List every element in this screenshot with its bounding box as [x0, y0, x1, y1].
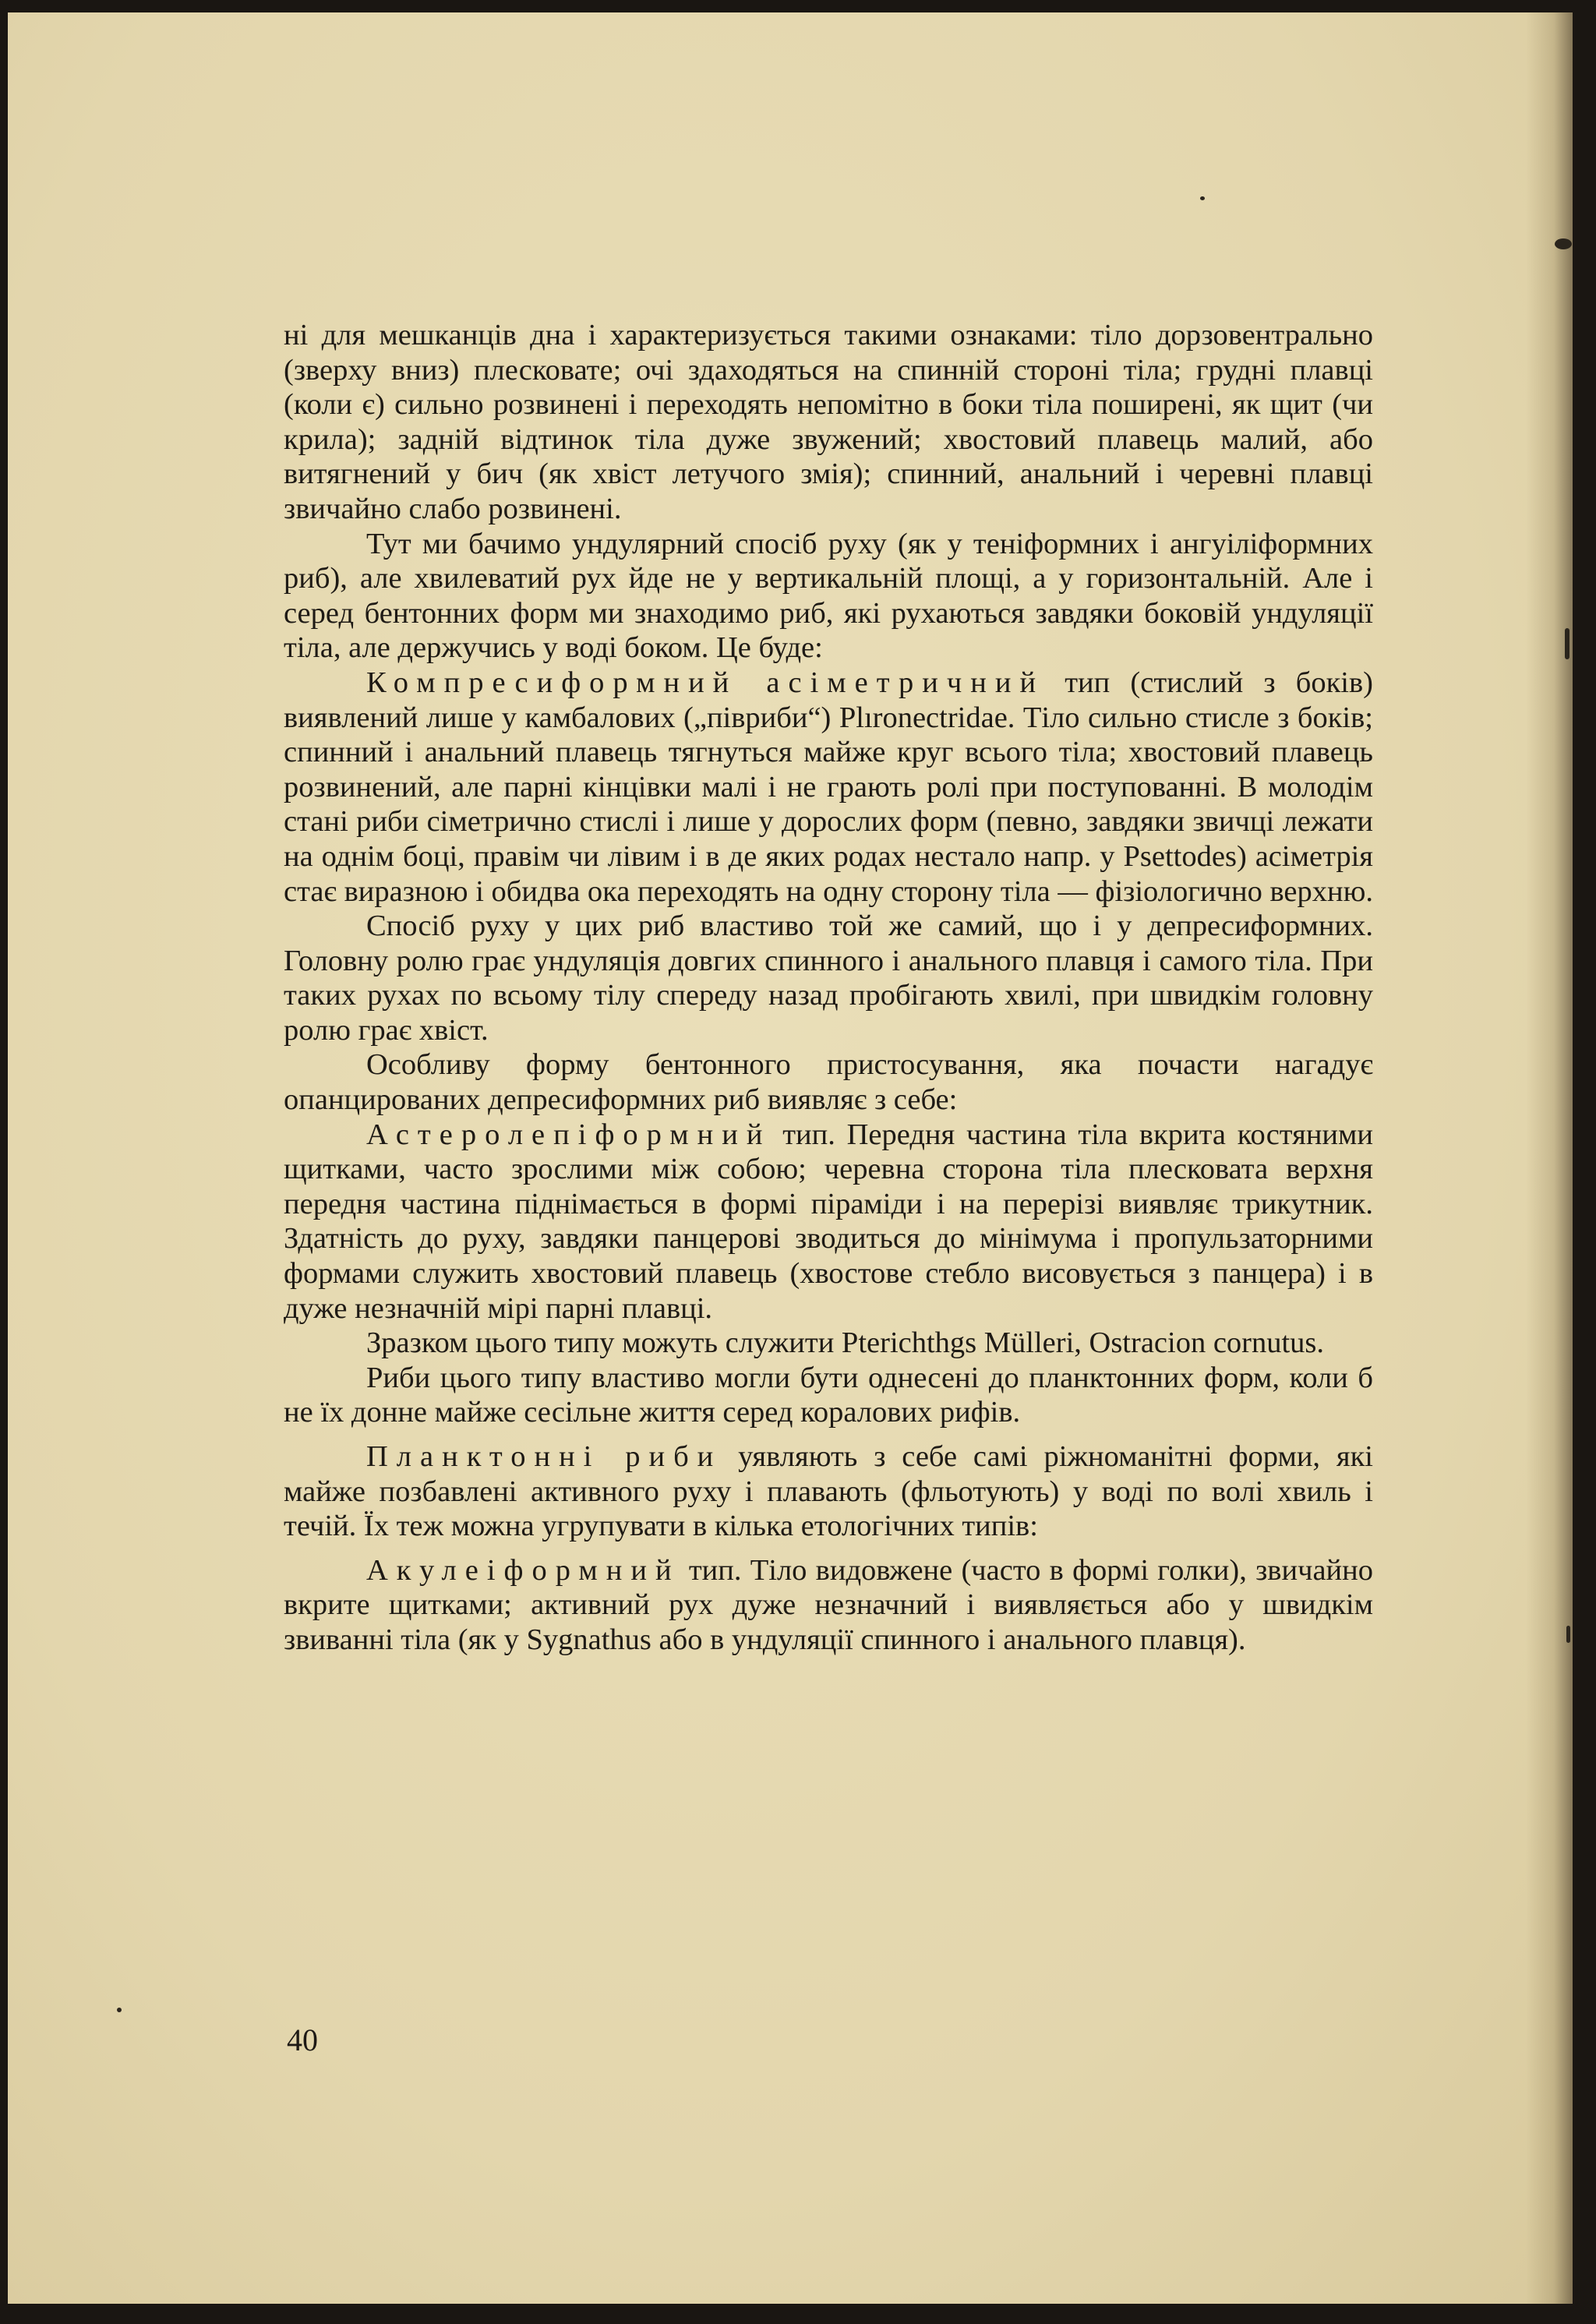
paragraph-4-text: Спосіб руху у цих риб властиво той же самий, що і у депресиформних. Головну ролю грає ундуляція довгих спинного і анального плавця і самого тіла. При таких рухах по всьому тілу спереду назад пробігають хвилі, при швидкім головну ролю грає хвіст.	[284, 909, 1373, 1047]
page-edge-shadow	[1526, 12, 1573, 2304]
book-page	[8, 12, 1573, 2304]
page-number: 40	[287, 2022, 318, 2057]
paragraph-2	[284, 527, 1373, 666]
ink-speck	[1555, 238, 1572, 249]
paragraph-2-text: Тут ми бачимо ундулярний спосіб руху (як у теніформних і ангуіліформних риб), але хвилеватий рух йде не у вертикальній площі, а у горизонтальній. Але і серед бентонних форм ми знаходимо риб, які рухаються завдяки боковій ундуляції тіла, але держучись у воді боком. Це буде:	[284, 527, 1373, 665]
term-aculeiform: Акулеіформний	[366, 1553, 680, 1587]
paragraph-3-text: тип (стислий з боків) виявлений лише у камбалових („півриби“) Plıronectridae. Тіло сильно стисле з боків; спинний і анальний плавець тягнуться майже круг всього тіла; хвостовий плавець розвинений, але парні кінцівки малі і не грають ролі при поступованні. В молодім стані риби сіметрично стислі і лише у дорослих форм (певно, завдяки звичці лежати на однім боці, правім чи лівим і в де яких родах нестало напр. у Psettodes) асіметрія стає виразною і обидва ока переходять на одну сторону тіла — фізіологично верхню.	[284, 666, 1374, 908]
paragraph-5-text: Особливу форму бентонного пристосування, яка почасти нагадує опанцированих депресиформних риб виявляє з себе:	[284, 1048, 1373, 1117]
paragraph-4	[284, 909, 1373, 1047]
paragraph-8-text: Риби цього типу властиво могли бути однесені до планктонних форм, коли б не їх донне майже сесільне життя серед коралових рифів.	[284, 1361, 1373, 1429]
paragraph-1	[284, 318, 1373, 527]
term-compressiform: Компресиформний асіметричний	[366, 666, 1045, 699]
ink-speck	[1565, 628, 1570, 659]
paragraph-10	[284, 1553, 1373, 1658]
paragraph-6-text: тип. Передня частина тіла вкрита костяними щитками, часто зрослими між собою; черевна сторона тіла плесковата верхня передня частина піднімається в формі піраміди і на перерізі виявляє трикутник. Здатність до руху, завдяки панцерові зводиться до мінімума і пропульзаторними формами служить хвостовий плавець (хвостове стебло висовується з панцера) і в дуже незначній мірі парні плавці.	[284, 1118, 1373, 1325]
ink-speck	[117, 2008, 122, 2012]
paragraph-5	[284, 1047, 1373, 1117]
body-text	[284, 318, 1373, 1658]
paragraph-3	[284, 666, 1373, 909]
paragraph-8	[284, 1361, 1373, 1430]
ink-speck	[1200, 196, 1205, 200]
term-planktonic-fish: Планктонні риби	[366, 1440, 722, 1473]
term-asterolepiform: Астеролепіформний	[366, 1118, 772, 1151]
paragraph-1-text: ні для мешканців дна і характеризується такими ознаками: тіло дорзовентрально (зверху вниз) плесковате; очі здаходяться на спинній стороні тіла; грудні плавці (коли є) сильно розвинені і переходять непомітно в боки тіла поширені, як щит (чи крила); задній відтинок тіла дуже звужений; хвостовий плавець малий, або витягнений у бич (як хвіст летучого змія); спинний, анальний і черевні плавці звичайно слабо розвинені.	[284, 319, 1373, 525]
paragraph-6	[284, 1118, 1373, 1326]
paragraph-9	[284, 1439, 1373, 1544]
paragraph-7	[284, 1326, 1373, 1361]
ink-speck	[1566, 1626, 1570, 1643]
paragraph-7-text: Зразком цього типу можуть служити Pterichthgs Mülleri, Ostracion cornutus.	[366, 1326, 1325, 1360]
paragraph-9-text: уявляють з себе самі ріжноманітні форми, які майже позбавлені активного руху і плавають (фльотують) у воді по волі хвиль і течій. Їх теж можна угрупувати в кілька етологічних типів:	[284, 1440, 1374, 1543]
paragraph-10-text: тип. Тіло видовжене (часто в формі голки), звичайно вкрите щитками; активний рух дуже незначний і виявляється або у швидкім звиванні тіла (як у Sygnathus або в ундуляції спинного і анального плавця).	[284, 1553, 1373, 1656]
